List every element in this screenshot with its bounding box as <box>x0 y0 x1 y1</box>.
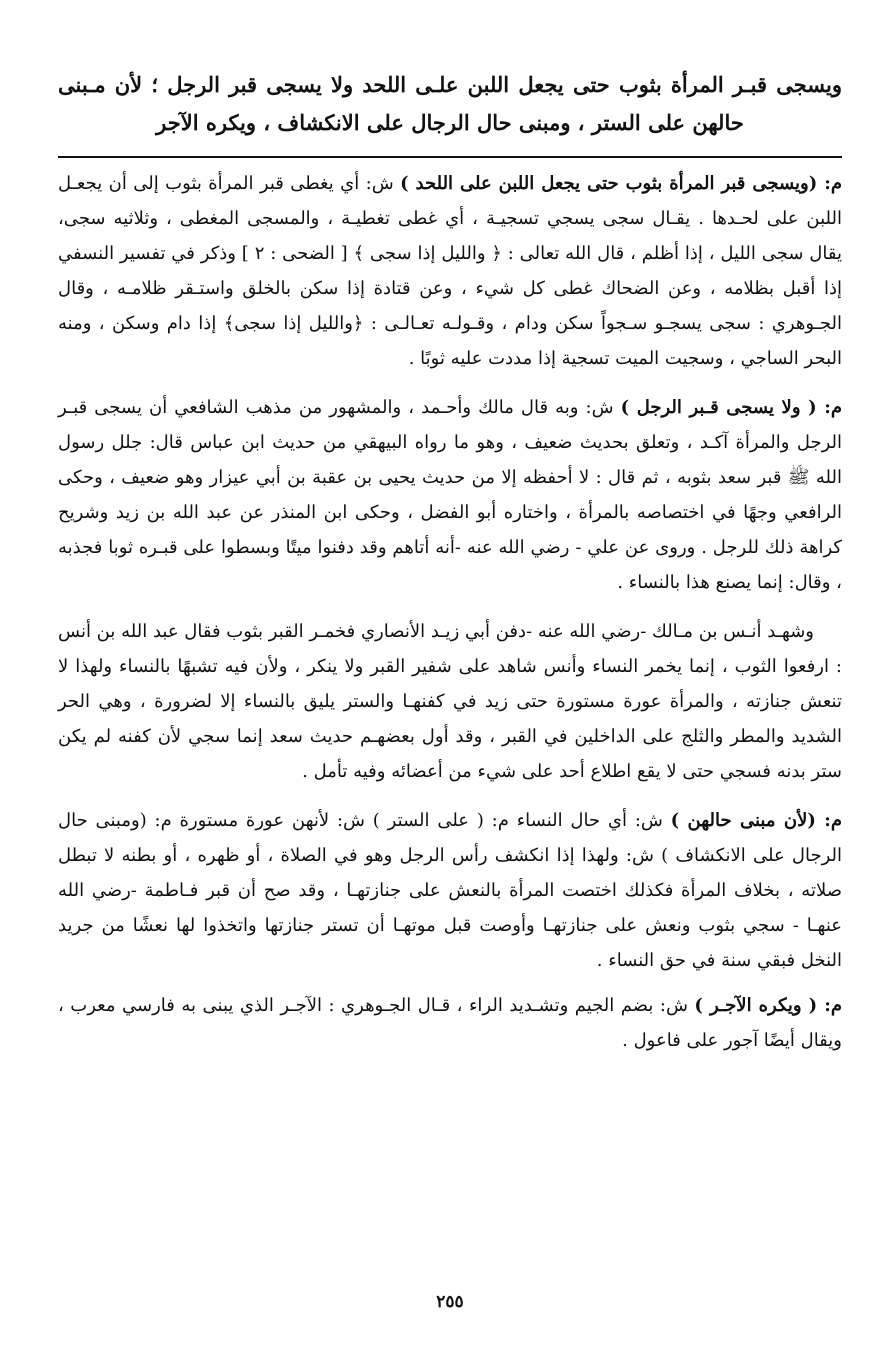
commentary-paragraph-5 <box>58 988 842 1058</box>
quoted-matn: م: ( ويكره الآجـر ) <box>694 995 843 1016</box>
quoted-matn: م: (لأن مبنى حالهن ) <box>670 810 842 831</box>
commentary-paragraph-2 <box>58 390 842 600</box>
commentary-paragraph-1 <box>58 166 842 376</box>
book-page <box>58 58 842 1328</box>
commentary-text: ش: وبه قال مالك وأحـمد ، والمشهور من مذهب الشافعي أن يسجى قبـر الرجل والمرأة آكـد ، وتعلق بحديث ضعيف ، وهو ما رواه البيهقي من حديث ابن عباس قال: جلل رسول الله ﷺ قبر سعد بثوبه ، ثم قال : لا أحفظه إلا من حديث يحيى بن عقبة بن أبي عيزار وهو ضعيف ، وحكى الرافعي وجهًا في اختصاصه بالمرأة ، واختاره أبو الفضل ، وحكى ابن المنذر عن عبد الله بن زيد وشريح كراهة ذلك للرجل . وروى عن علي - رضي الله عنه -أنه أتاهم وقد دفنوا ميتًا وبسطوا على قبـره ثوبا فجذبه ، وقال: إنما يصنع هذا بالنساء . <box>58 397 842 593</box>
quoted-matn: م: (ويسجى قبر المرأة بثوب حتى يجعل اللبن على اللحد ) <box>400 173 842 194</box>
commentary-text: ش: بضم الجيم وتشـديد الراء ، قـال الجـوهري : الآجـر الذي يبنى به فارسي معرب ، ويقال أيضًا آجور على فاعول . <box>58 995 842 1051</box>
commentary-text: وشهـد أنـس بن مـالك -رضي الله عنه -دفن أبي زيـد الأنصاري فخمـر القبر بثوب فقال عبد الله بن أنس : ارفعوا الثوب ، إنما يخمر النساء وأنس شاهد على شفير القبر ولا ينكر ، ولأن فيه تشبهًا بالنساء ولهذا لا تنعش جنازته ، والمرأة عورة مستورة حتى زيد في كفنهـا والستر يليق بالنساء إلا لضرورة ، وهي الحر الشديد والمطر والثلج على الداخلين في القبر ، وقد أول بعضهـم حديث سعد إنما سجي لأن كفنه لم يكن ستر بدنه فسجي حتى لا يقع اطلاع أحد على شيء من أعضائه وفيه تأمل . <box>58 621 842 782</box>
commentary-text: ش: أي يغطى قبر المرأة بثوب إلى أن يجعـل اللبن على لحـدها . يقـال سجى يسجي تسجيـة ، أي غطى تغطيـة ، والمسجى المغطى ، وثلاثيه سجى، يقال سجى الليل ، إذا أظلم ، قال الله تعالى : ﴿ والليل إذا سجى ﴾ [ الضحى : ٢ ] وذكر في تفسير النسفي إذا أقبل بظلامه ، وعن الضحاك غطى كل شيء ، وعن قتادة إذا سكن بالخلق واستـقر ظلامـه ، وقال الجـوهري : سجى يسجـو سـجواً سكن ودام ، وقـولـه تعـالـى : ﴿والليل إذا سجى﴾ إذا دام وسكن ، ومنه البحر الساجي ، وسجيت الميت تسجية إذا مددت عليه ثوبًا . <box>58 173 842 369</box>
header-divider <box>58 156 842 158</box>
commentary-paragraph-3 <box>58 614 842 789</box>
page-number: ٢٥٥ <box>436 1292 464 1312</box>
matn-header: ويسجى قبـر المرأة بثوب حتى يجعل اللبن علـى اللحد ولا يسجى قبر الرجل ؛ لأن مـبنى حالهن على الستر ، ومبنى حال الرجال على الانكشاف ، ويكره الآجر <box>58 72 842 135</box>
quoted-matn: م: ( ولا يسجى قـبر الرجل ) <box>620 397 842 418</box>
commentary-paragraph-4 <box>58 803 842 978</box>
commentary-text: ش: أي حال النساء م: ( على الستر ) ش: لأنهن عورة مستورة م: (ومبنى حال الرجال على الانكشاف ) ش: ولهذا إذا انكشف رأس الرجل وهو في الصلاة ، أو ظهره ، أو بطنه لا تبطل صلاته ، بخلاف المرأة فكذلك اختصت المرأة بالنعش على جنازتهـا ، وقد صح أن قبر فـاطمة -رضي الله عنهـا - سجي بثوب ونعش على جنازتهـا وأوصت قبل موتهـا أن تستر جنازتها واتخذوا لها نعشًا من جريد النخل فبقي سنة في حق النساء . <box>58 810 843 971</box>
